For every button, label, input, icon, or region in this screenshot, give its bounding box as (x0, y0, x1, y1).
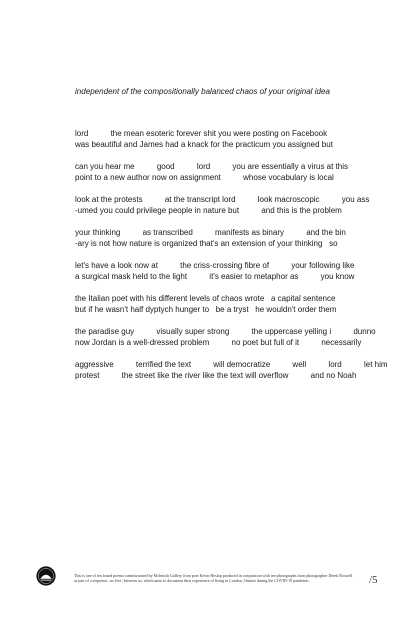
footer-note: This is one of ten found poems commissioned by McIntosh Gallery from poet Kevin Heslop produced in conjunction with ten photographs from photographer Derek Boswell as part of a sequence, six feet | between us, which aims to document their experience of living in London, Ontario during the COVID-19 pandemic. (74, 573, 353, 583)
stanza (75, 359, 388, 381)
stanza (75, 128, 375, 150)
poem-line: can you hear me good lord you are essentially a virus at this (75, 162, 349, 171)
poem (75, 128, 388, 392)
page-number: /5 (369, 574, 378, 586)
stanza (75, 161, 375, 183)
poem-line: look at the protests at the transcript lord look macroscopic you ass (75, 195, 370, 204)
stanza (75, 194, 375, 216)
poem-line: the Italian poet with his different levels of chaos wrote a capital sentence (75, 294, 336, 303)
stanza (75, 293, 375, 315)
mcintosh-gallery-logo-icon (36, 566, 56, 586)
poem-line: let's have a look now at the criss-crossing fibre of your following like (75, 261, 355, 270)
poem-line: a surgical mask held to the light it's easier to metaphor as you know (75, 272, 355, 282)
poem-line: protest the street like the river like the text will overflow and no Noah (75, 371, 357, 381)
poem-line: -ary is not how nature is organized that's an extension of your thinking so (75, 239, 338, 249)
poem-line: but if he wasn't half dyptych hunger to be a tryst he wouldn't order them (75, 305, 337, 315)
stanza (75, 260, 375, 282)
poem-line: was beautiful and James had a knack for the practicum you assigned but (75, 140, 333, 150)
poem-line: the paradise guy visually super strong the uppercase yelling i dunno (75, 327, 376, 336)
poem-line: now Jordan is a well-dressed problem no poet but full of it necessarily (75, 338, 362, 348)
stanza (75, 227, 375, 249)
poem-line: point to a new author now on assignment whose vocabulary is local (75, 173, 334, 183)
poem-line: your thinking as transcribed manifests as binary and the bin (75, 228, 346, 237)
stanza (75, 326, 375, 348)
epigraph: independent of the compositionally balanced chaos of your original idea (75, 87, 330, 96)
poem-line: -umed you could privilege people in nature but and this is the problem (75, 206, 342, 216)
poem-line: aggressive terrified the text will democratize well lord let him (75, 360, 388, 369)
poem-line: lord the mean esoteric forever shit you were posting on Facebook (75, 129, 328, 138)
